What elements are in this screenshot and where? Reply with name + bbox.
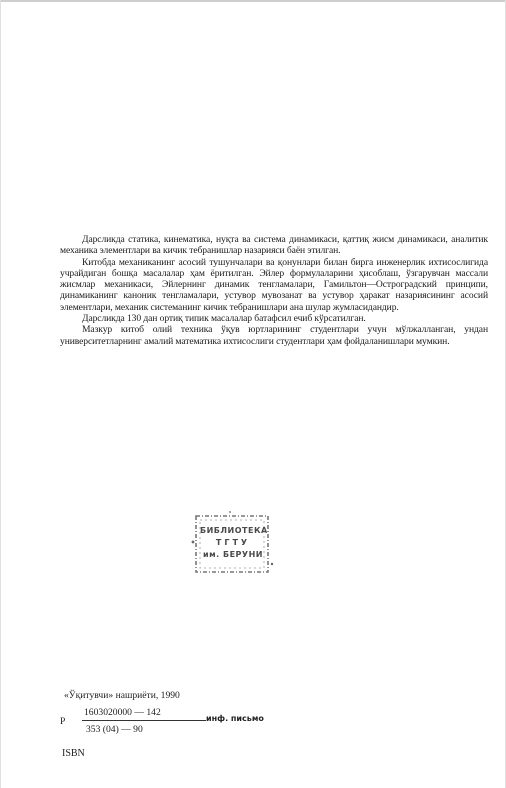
annotation-paragraph-2: Китобда механиканинг асосий тушунчалари ва қонунлари билан бирга инженерлик ихтисослигида учрайдиган бошқа масалалар ҳам ёритилган. Эйлер формулаларини ҳисоблаш, ўзгарувчан массали жисмлар механикаси, Эйлернинг динамик тенгламалари, Гамильтон—Остроградский принципи, динамиканинг каноник тенгламалари, устувор мувозанат ва устувор ҳаракат назариясининг асосий элементлари, механик системанинг кичик тебранишлари ана шулар жумласидандир. bbox=[60, 256, 488, 313]
publisher-year: «Ўқитувчи» нашриёти, 1990 bbox=[64, 690, 180, 701]
isbn-label: ISBN bbox=[62, 748, 85, 759]
classification-denominator: 353 (04) — 90 bbox=[86, 724, 143, 735]
annotation-paragraph-3: Дарсликда 130 дан ортиқ типик масалалар батафсил ечиб кўрсатилган. bbox=[82, 313, 366, 325]
page-top-edge bbox=[0, 0, 506, 2]
stamp-line-name: им. БЕРУНИ bbox=[203, 550, 263, 559]
classification-note: инф. письмо bbox=[206, 714, 264, 723]
library-stamp bbox=[190, 508, 276, 578]
stamp-line-library: БИБЛИОТЕКА bbox=[200, 526, 268, 535]
classification-prefix: Р bbox=[60, 716, 66, 727]
classification-numerator: 1603020000 — 142 bbox=[84, 707, 161, 718]
page-left-edge bbox=[0, 0, 1, 788]
annotation-paragraph-4: Мазкур китоб олий техника ўқув юртларининг студентлари учун мўлжалланган, ундан университетларнинг амалий математика ихтисослиги студентлари ҳам фойдаланишлари мумкин. bbox=[60, 324, 488, 347]
classification-fraction-line bbox=[82, 720, 206, 721]
stamp-line-institution: ТГТУ bbox=[215, 538, 251, 547]
annotation-text bbox=[60, 234, 488, 347]
annotation-paragraph-1: Дарсликда статика, кинематика, нуқта ва система динамикаси, қаттиқ жисм динамикаси, аналитик механика элементлари ва кичик тебранишлар назарияси баён этилган. bbox=[60, 234, 488, 257]
